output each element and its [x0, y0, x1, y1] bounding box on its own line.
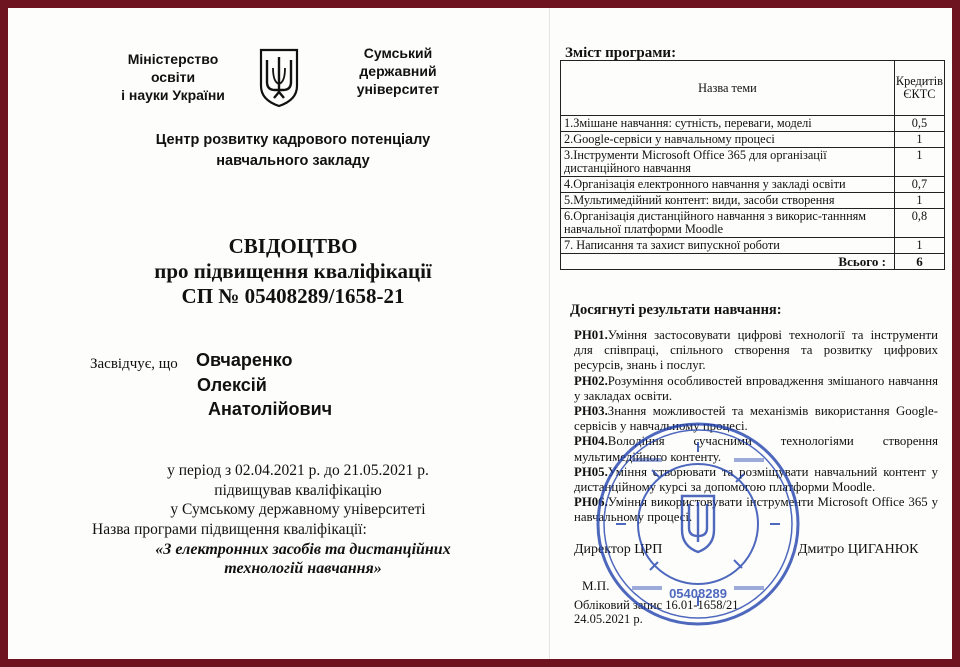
result-text: Володіння сучасними технологіями створення мультимедійного контенту. [574, 434, 938, 464]
result-code: РН06. [574, 495, 608, 510]
topic-cell: 5.Мультимедійний контент: види, засоби створення [561, 193, 895, 209]
result-item [574, 328, 938, 374]
table-row [561, 148, 945, 177]
university-line: державний [359, 63, 437, 79]
ministry-line: Міністерство [127, 51, 219, 67]
recipient-first-name: Олексій [197, 374, 267, 395]
director-role: Директор ЦРП [574, 542, 663, 557]
university-stamp-icon [592, 418, 804, 630]
certificate-number: СП № 05408289/1658-21 [181, 284, 405, 308]
university-line: університет [356, 81, 440, 97]
credits-column-header: Кредитів ЄКТС [894, 61, 944, 116]
credits-cell: 1 [894, 193, 944, 209]
result-text: Уміння використовувати інструменти Microsoft Office 365 у навчальному процесі. [574, 495, 938, 525]
program-name-line: технологій навчання» [224, 560, 382, 577]
certificate-sheet [8, 8, 952, 659]
center-name [78, 130, 508, 172]
topic-cell: 6.Організація дистанційного навчання з викорис-таннням навчальної платформи Moodle [561, 209, 895, 238]
recipient-name [196, 348, 332, 422]
program-contents-title: Зміст програми: [565, 45, 677, 61]
result-code: РН01. [574, 328, 608, 342]
topic-cell: 1.Змішане навчання: сутність, переваги, моделі [561, 116, 895, 132]
credits-cell: 1 [894, 132, 944, 148]
program-name-line: «З електронних засобів та дистанційних [155, 541, 451, 558]
result-text: Уміння створювати та розміщувати навчальний контент у дистанційному курсі за допомогою платформи Moodle. [574, 464, 938, 495]
program-label: Назва програми підвищення кваліфікації: [92, 520, 367, 538]
center-line: Центр розвитку кадрового потенціалу [155, 132, 431, 148]
university-line: Сумський [363, 45, 433, 61]
result-code: РН03. [574, 404, 608, 419]
certificate-title-block [68, 234, 518, 309]
certifies-label: Засвідчує, що [90, 356, 178, 372]
table-header-row [561, 61, 945, 116]
table-row [561, 116, 945, 132]
seal-place-label: М.П. [582, 578, 610, 593]
result-text: Розуміння особливостей впровадження змішаного навчання у закладах освіти. [574, 373, 938, 403]
topic-column-header: Назва теми [561, 61, 895, 116]
table-row [561, 238, 945, 254]
place-line: у Сумському державному університеті [170, 501, 426, 518]
certificate-subtitle: про підвищення кваліфікації [154, 259, 432, 283]
results-title: Досягнуті результати навчання: [570, 302, 782, 318]
registration-date: 24.05.2021 р. [574, 612, 643, 626]
certificate-body [68, 461, 528, 539]
topic-cell: 7. Написання та захист випускної роботи [561, 238, 895, 254]
period-line: у період з 02.04.2021 р. до 21.05.2021 р. [167, 462, 429, 479]
registration-record: Обліковий запис 16.01-1658/21 [574, 598, 739, 612]
result-text: Знання можливостей та механізмів використання Google-сервісів у навчальному процесі. [574, 404, 938, 434]
ministry-header [88, 50, 258, 104]
center-line: навчального закладу [216, 153, 370, 169]
page-fold [549, 8, 550, 659]
recipient-surname: Овчаренко [196, 350, 293, 370]
topic-cell: 3.Інструменти Microsoft Office 365 для організації дистанційного навчання [561, 148, 895, 177]
table-row [561, 132, 945, 148]
topic-cell: 4.Організація електронного навчання у закладі освіти [561, 177, 895, 193]
result-code: РН04. [574, 434, 608, 449]
result-item [574, 374, 938, 404]
table-row [561, 193, 945, 209]
trident-emblem-icon [259, 48, 299, 108]
credits-cell: 0,8 [894, 209, 944, 238]
result-text: Уміння застосовувати цифрові технології та інструменти для співпраці, спільного створення та розвитку цифрових ресурсів, знань і послуг. [574, 328, 938, 373]
topic-cell: 2.Google-сервіси у навчальному процесі [561, 132, 895, 148]
qualified-line: підвищував кваліфікацію [214, 481, 382, 499]
credits-cell: 0,7 [894, 177, 944, 193]
table-row [561, 177, 945, 193]
table-row [561, 209, 945, 238]
credits-cell: 0,5 [894, 116, 944, 132]
total-row [561, 254, 945, 270]
program-contents-table [560, 60, 945, 270]
ministry-line: освіти [150, 69, 196, 85]
total-value: 6 [894, 254, 944, 270]
credits-cell: 1 [894, 238, 944, 254]
credits-cell: 1 [894, 148, 944, 177]
result-code: РН02. [574, 373, 608, 388]
result-code: РН05. [574, 464, 608, 479]
recipient-patronymic: Анатолійович [208, 399, 333, 419]
ministry-line: і науки України [121, 87, 225, 103]
stamp-number: 05408289 [669, 586, 727, 601]
certificate-title: СВІДОЦТВО [228, 234, 358, 258]
total-label: Всього : [561, 254, 895, 270]
director-name: Дмитро ЦИГАНЮК [798, 542, 919, 557]
program-name [88, 540, 518, 578]
university-header [323, 44, 473, 98]
